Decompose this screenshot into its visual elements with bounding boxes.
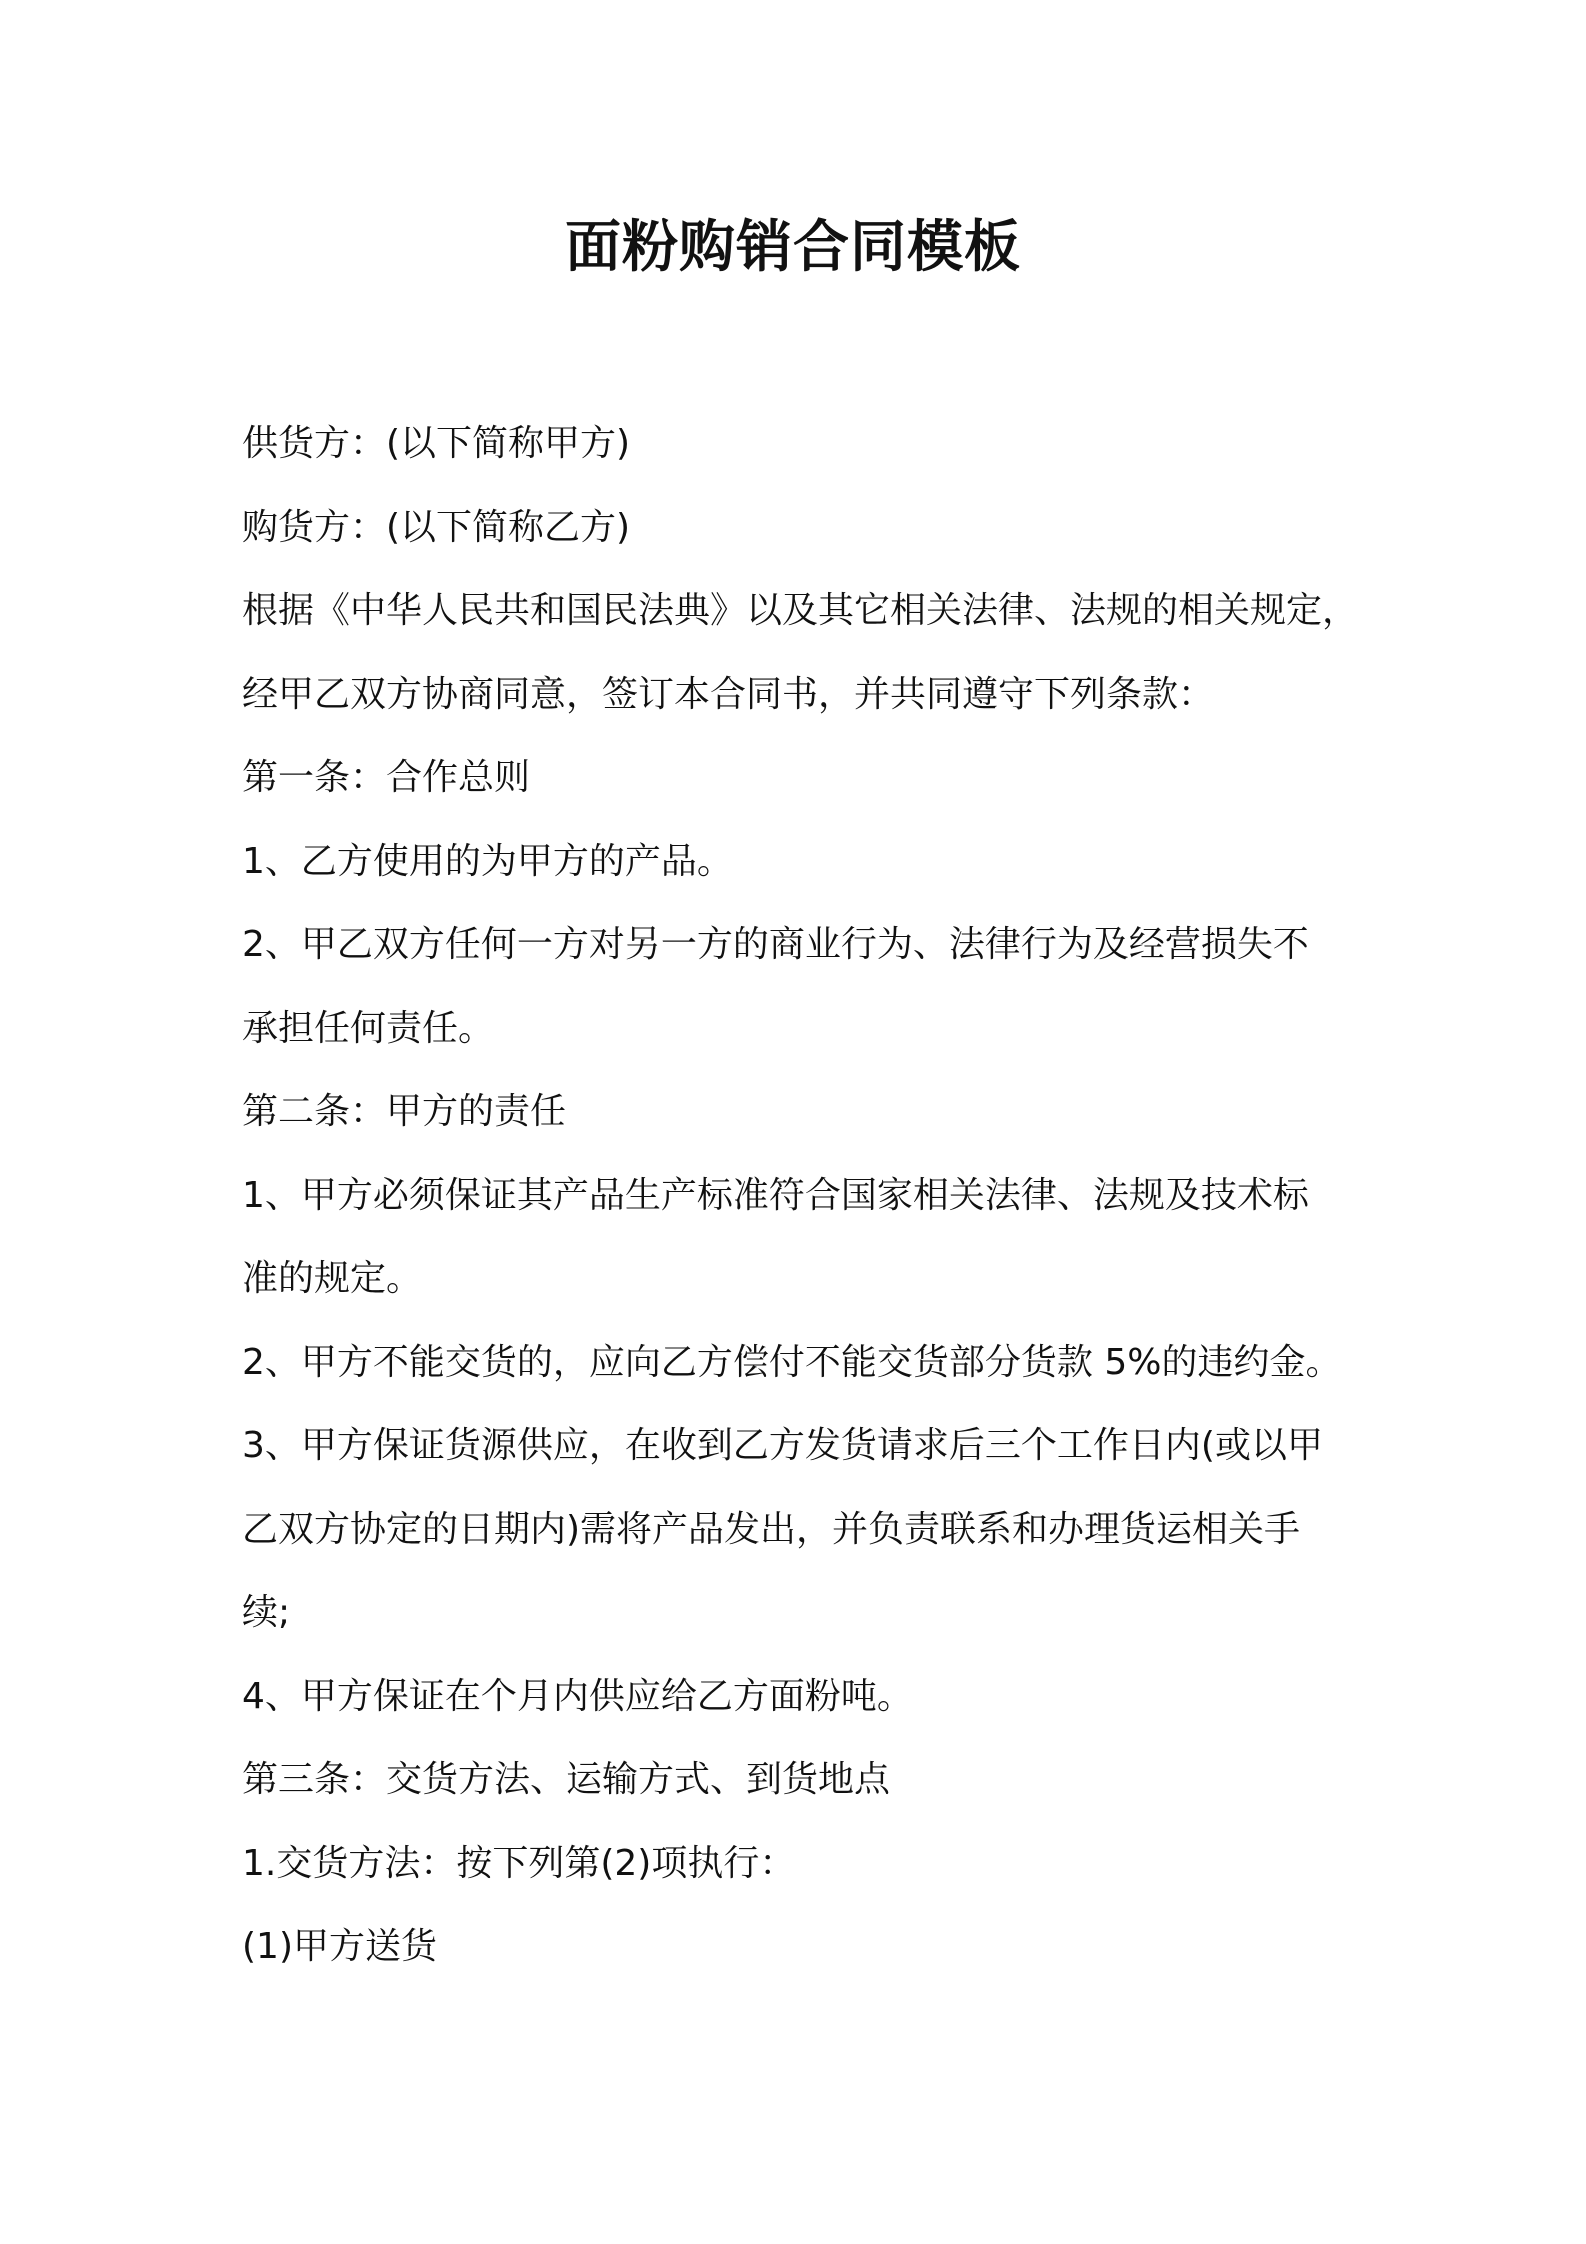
text-line: 3、甲方保证货源供应，在收到乙方发货请求后三个工作日内(或以甲 xyxy=(242,1425,1323,1466)
document-title: 面粉购销合同模板 xyxy=(565,215,1021,280)
text-line: 承担任何责任。 xyxy=(242,1007,495,1049)
text-line: 根据《中华人民共和国民法典》以及其它相关法律、法规的相关规定， xyxy=(242,590,1359,631)
text-line: 续; xyxy=(242,1592,291,1633)
section-heading: 第三条：交货方法、运输方式、到货地点 xyxy=(242,1759,891,1800)
text-line: 供货方：(以下简称甲方) xyxy=(242,423,631,464)
text-line: 购货方：(以下简称乙方) xyxy=(242,506,631,548)
section-heading: 第一条：合作总则 xyxy=(242,757,531,798)
text-line: 经甲乙双方协商同意，签订本合同书，并共同遵守下列条款： xyxy=(242,673,1215,715)
text-line: (1)甲方送货 xyxy=(242,1926,437,1967)
text-line: 1.交货方法：按下列第(2)项执行： xyxy=(242,1842,796,1884)
text-line: 1、甲方必须保证其产品生产标准符合国家相关法律、法规及技术标 xyxy=(242,1174,1309,1216)
text-line: 准的规定。 xyxy=(242,1258,423,1299)
text-line: 1、乙方使用的为甲方的产品。 xyxy=(242,840,733,882)
text-line: 乙双方协定的日期内)需将产品发出，并负责联系和办理货运相关手 xyxy=(242,1508,1301,1550)
section-heading: 第二条：甲方的责任 xyxy=(242,1091,567,1132)
text-line: 2、甲方不能交货的，应向乙方偿付不能交货部分货款 5%的违约金。 xyxy=(242,1341,1342,1383)
text-line: 2、甲乙双方任何一方对另一方的商业行为、法律行为及经营损失不 xyxy=(242,924,1309,965)
text-line: 4、甲方保证在个月内供应给乙方面粉吨。 xyxy=(242,1675,913,1717)
document-body xyxy=(242,402,1372,1989)
